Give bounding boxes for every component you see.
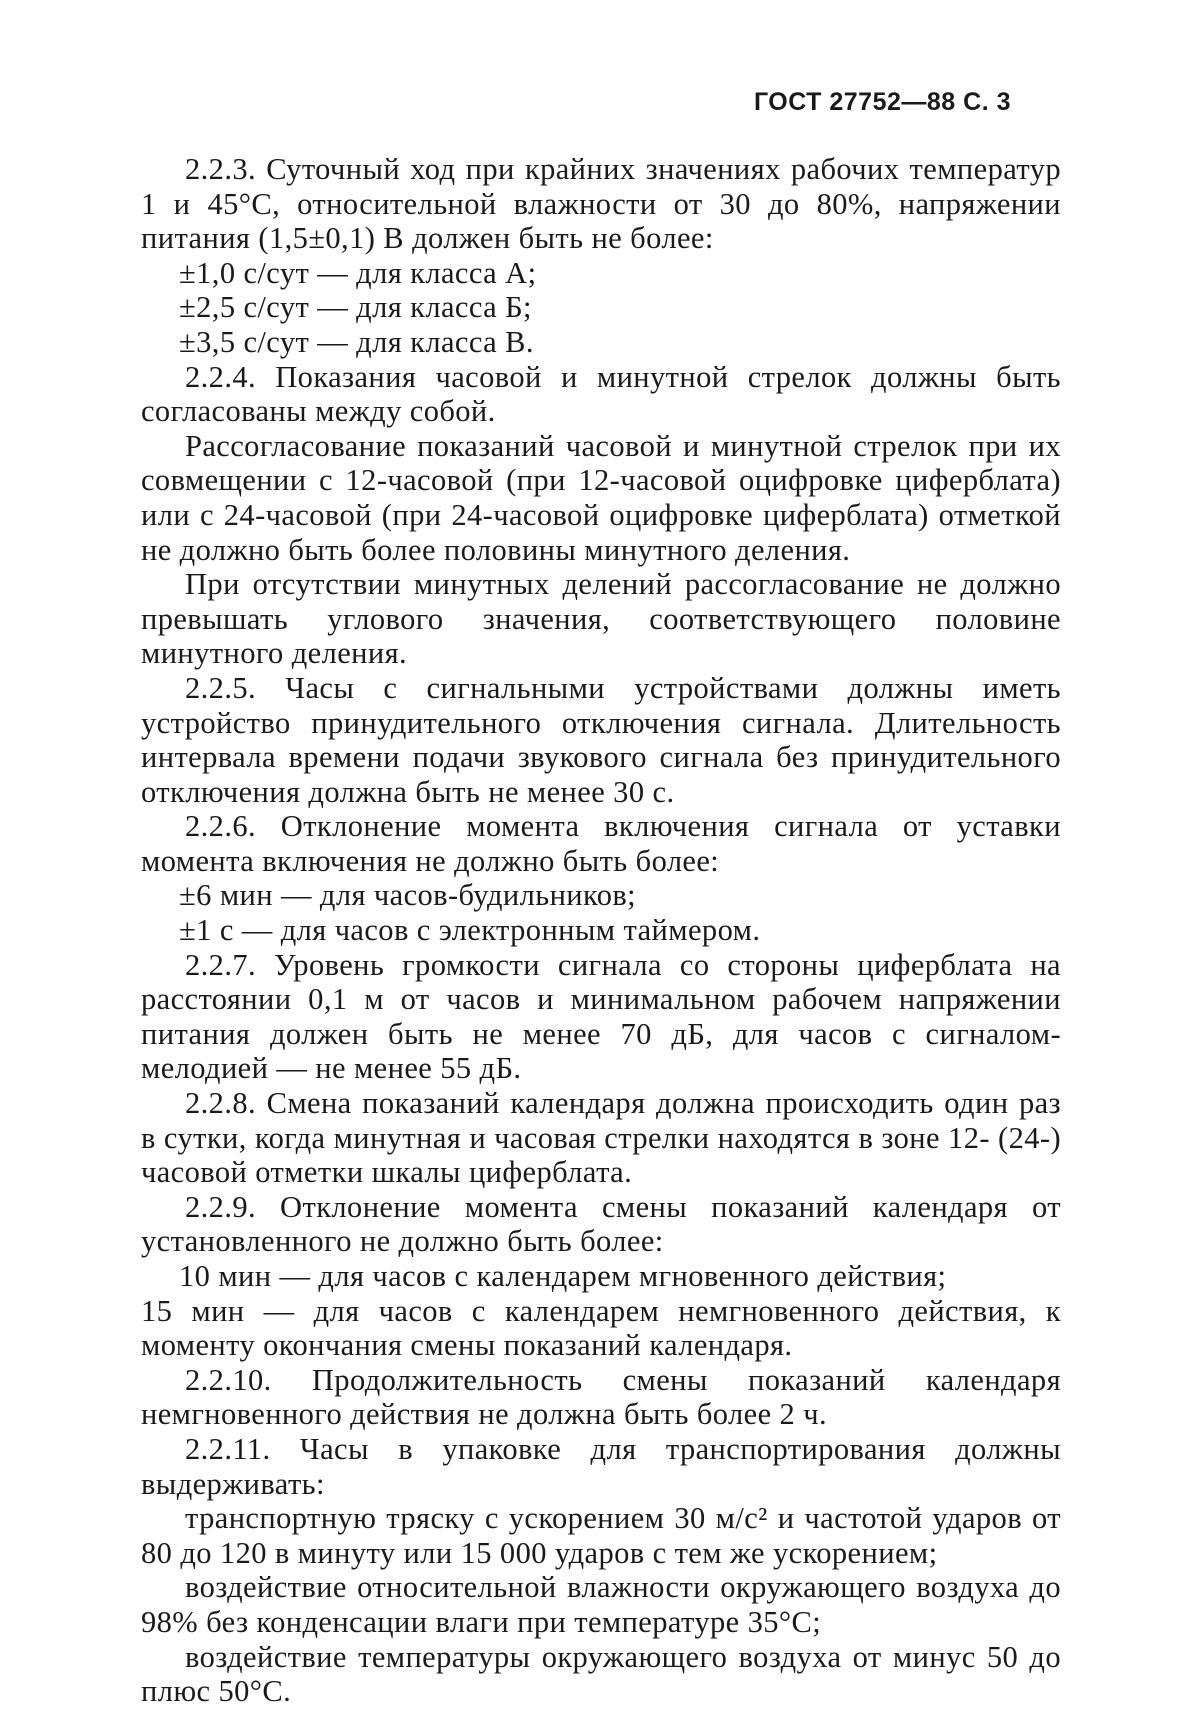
paragraph-2-2-3: 2.2.3. Суточный ход при крайних значениях рабочих температур 1 и 45°С, относительной влажности от 30 до 80%, напряжении питания (1,5±0,1) В должен быть не более: bbox=[141, 152, 1061, 256]
paragraph-2-2-8: 2.2.8. Смена показаний календаря должна происходить один раз в сутки, когда минутная и часовая стрелки находятся в зоне 12- (24-) часовой отметки шкалы циферблата. bbox=[141, 1086, 1061, 1190]
list-item-continued: 15 мин — для часов с календарем немгновенного действия, к моменту окончания смены показаний календаря. bbox=[141, 1293, 1061, 1363]
paragraph-2-2-10: 2.2.10. Продолжительность смены показаний календаря немгновенного действия не должна быть более 2 ч. bbox=[141, 1362, 1061, 1432]
paragraph: воздействие относительной влажности окружающего воздуха до 98% без конденсации влаги при температуре 35°С; bbox=[141, 1570, 1061, 1639]
paragraph: При отсутствии минутных делений рассогласование не должно превышать углового значения, соответствующего половине минутного деления. bbox=[141, 567, 1061, 671]
list-item: ±1 с — для часов с электронным таймером. bbox=[179, 913, 761, 948]
paragraph-2-2-7: 2.2.7. Уровень громкости сигнала со стороны циферблата на расстоянии 0,1 м от часов и минимальном рабочем напряжении питания должен быть не менее 70 дБ, для часов с сигналом-мелодией — не менее 55 дБ. bbox=[141, 947, 1061, 1086]
list-item: ±1,0 с/сут — для класса А; bbox=[179, 255, 537, 290]
page-header: ГОСТ 27752—88 С. 3 bbox=[753, 88, 1011, 116]
list-item: ±2,5 с/сут — для класса Б; bbox=[179, 290, 532, 325]
list-item: 10 мин — для часов с календарем мгновенного действия; bbox=[179, 1259, 947, 1293]
paragraph-2-2-9: 2.2.9. Отклонение момента смены показаний календаря от установленного не должно быть более: bbox=[141, 1189, 1061, 1259]
paragraph-2-2-11: 2.2.11. Часы в упаковке для транспортирования должны выдерживать: bbox=[141, 1431, 1061, 1501]
list-item: ±6 мин — для часов-будильников; bbox=[179, 878, 637, 913]
paragraph: Рассогласование показаний часовой и минутной стрелок при их совмещении с 12-часовой (при 12-часовой оцифровке циферблата) или с 24-часовой (при 24-часовой оцифровке циферблата) отметкой не должно быть более половины минутного деления. bbox=[141, 428, 1061, 567]
paragraph: воздействие температуры окружающего воздуха от минус 50 до плюс 50°С. bbox=[141, 1639, 1061, 1709]
paragraph-2-2-4: 2.2.4. Показания часовой и минутной стрелок должны быть согласованы между собой. bbox=[141, 359, 1061, 429]
list-item: ±3,5 с/сут — для класса В. bbox=[179, 324, 534, 359]
document-body bbox=[141, 152, 1061, 1709]
paragraph-2-2-6: 2.2.6. Отклонение момента включения сигнала от уставки момента включения не должно быть более: bbox=[141, 809, 1061, 878]
paragraph-2-2-5: 2.2.5. Часы с сигнальными устройствами должны иметь устройство принудительного отключения сигнала. Длительность интервала времени подачи звукового сигнала без принудительного отключения должна быть не менее 30 с. bbox=[141, 670, 1061, 809]
paragraph: транспортную тряску с ускорением 30 м/с² и частотой ударов от 80 до 120 в минуту или 15 000 ударов с тем же ускорением; bbox=[141, 1501, 1061, 1570]
